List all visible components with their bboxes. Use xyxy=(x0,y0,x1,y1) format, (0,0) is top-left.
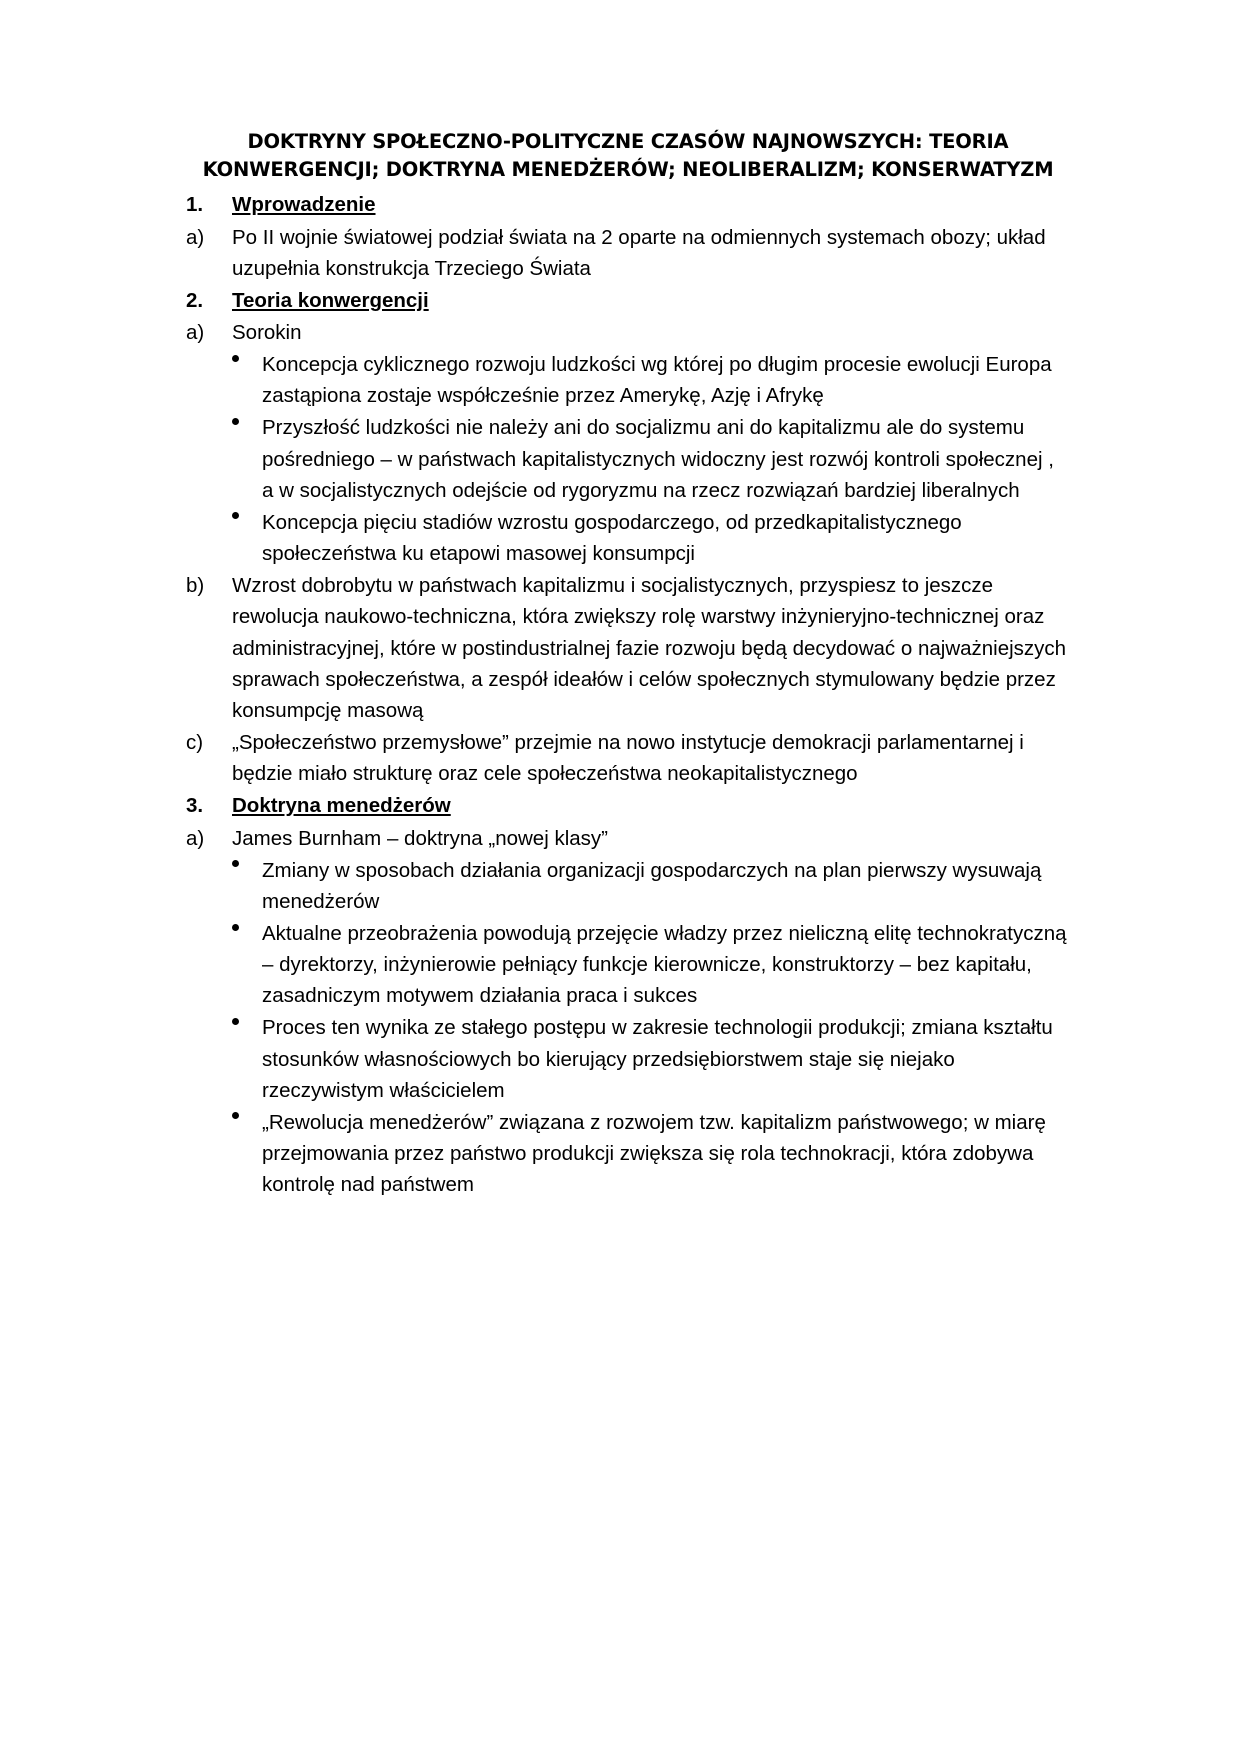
outline-bullet-item xyxy=(186,1012,1070,1105)
page-title xyxy=(186,128,1070,183)
bullet-dot xyxy=(232,1112,239,1119)
bullet-dot xyxy=(232,355,239,362)
bullet-dot xyxy=(232,860,239,867)
outline-item-text: Proces ten wynika ze stałego postępu w zakresie technologii produkcji; zmiana kształtu stosunków własnościowych bo kierujący przedsiębiorstwem staje się niejako rzeczywistym właścicielem xyxy=(262,1016,1053,1102)
outline-item-text: „Społeczeństwo przemysłowe” przejmie na nowo instytucje demokracji parlamentarnej i będzie miało strukturę oraz cele społeczeństwa neokapitalistycznego xyxy=(232,731,1024,786)
outline-item-text: Teoria konwergencji xyxy=(232,288,429,312)
bullet-dot xyxy=(232,418,239,425)
bullet-icon xyxy=(232,507,239,530)
bullet-icon xyxy=(232,412,239,435)
bullet-dot xyxy=(232,1018,239,1025)
outline-num-item xyxy=(186,285,1070,316)
outline-item-text: James Burnham – doktryna „nowej klasy” xyxy=(232,826,608,850)
bullet-icon xyxy=(232,918,239,941)
outline-alpha-item xyxy=(186,570,1070,726)
bullet-icon xyxy=(232,1012,239,1035)
outline-num-item xyxy=(186,189,1070,220)
outline-item-text: Sorokin xyxy=(232,321,302,344)
outline-item-text: Koncepcja cyklicznego rozwoju ludzkości wg której po długim procesie ewolucji Europa zastąpiona zostaje współcześnie przez Amerykę, Azję i Afrykę xyxy=(262,353,1052,408)
outline-item-text: Wprowadzenie xyxy=(232,193,376,217)
list-marker: a) xyxy=(186,321,205,344)
outline-item-text: Wzrost dobrobytu w państwach kapitalizmu i socjalistycznych, przyspiesz to jeszcze rewolucja naukowo-techniczna, która zwiększy rolę warstwy inżynieryjno-technicznej oraz administracyjnej, które w postindustrialnej fazie rozwoju będą decydować o najważniejszych sprawach społeczeństwa, a zespół ideałów i celów społecznych stymulowany będzie przez konsumpcję masową xyxy=(232,574,1067,722)
list-marker: 1. xyxy=(186,193,204,217)
bullet-icon xyxy=(232,855,239,878)
outline-num-item xyxy=(186,790,1070,821)
outline-item-text: Przyszłość ludzkości nie należy ani do socjalizmu ani do kapitalizmu ale do systemu pośredniego – w państwach kapitalistycznych widoczny jest rozwój kontroli społecznej , a w socjalistycznych odejście od rygoryzmu na rzecz rozwiązań bardziej liberalnych xyxy=(262,416,1054,502)
bullet-icon xyxy=(232,1107,239,1130)
bullet-dot xyxy=(232,512,239,519)
outline-item-text: „Rewolucja menedżerów” związana z rozwojem tzw. kapitalizm państwowego; w miarę przejmowania przez państwo produkcji zwiększa się rola technokracji, która zdobywa kontrolę nad państwem xyxy=(262,1110,1046,1197)
list-marker: a) xyxy=(186,826,205,850)
list-marker: b) xyxy=(186,574,205,598)
outline-alpha-item xyxy=(186,317,1070,348)
bullet-icon xyxy=(232,349,239,372)
outline-item-text: Koncepcja pięciu stadiów wzrostu gospodarczego, od przedkapitalistycznego społeczeństwa ku etapowi masowej konsumpcji xyxy=(262,510,962,566)
outline-alpha-item xyxy=(186,222,1070,284)
list-marker: c) xyxy=(186,731,204,755)
outline-bullet-item xyxy=(186,1107,1070,1200)
outline-item-text: Doktryna menedżerów xyxy=(232,794,451,818)
outline-alpha-item xyxy=(186,727,1070,789)
bullet-dot xyxy=(232,924,239,931)
outline-bullet-item xyxy=(186,412,1070,505)
outline-item-text: Aktualne przeobrażenia powodują przejęcie władzy przez nieliczną elitę technokratyczną – dyrektorzy, inżynierowie pełniący funkcje kierownicze, konstruktorzy – bez kapitału, zasadniczym motywem działania praca i sukces xyxy=(262,921,1067,1008)
list-marker: a) xyxy=(186,225,205,249)
outline-bullet-item xyxy=(186,349,1070,411)
outline-bullet-item xyxy=(186,855,1070,917)
page-title-line-1: DOKTRYNY SPOŁECZNO-POLITYCZNE CZASÓW NAJNOWSZYCH: TEORIA xyxy=(247,130,1009,153)
outline-alpha-item xyxy=(186,823,1070,854)
outline-bullet-item xyxy=(186,918,1070,1011)
outline-item-text: Po II wojnie światowej podział świata na 2 oparte na odmiennych systemach obozy; układ uzupełnia konstrukcja Trzeciego Świata xyxy=(232,225,1046,280)
list-marker: 2. xyxy=(186,288,204,312)
outline-bullet-item xyxy=(186,507,1070,569)
list-marker: 3. xyxy=(186,794,204,818)
document-outline xyxy=(186,189,1070,1200)
page-title-line-2: KONWERGENCJI; DOKTRYNA MENEDŻERÓW; NEOLIBERALIZM; KONSERWATYZM xyxy=(202,157,1054,181)
outline-item-text: Zmiany w sposobach działania organizacji gospodarczych na plan pierwszy wysuwają menedżerów xyxy=(262,858,1042,913)
